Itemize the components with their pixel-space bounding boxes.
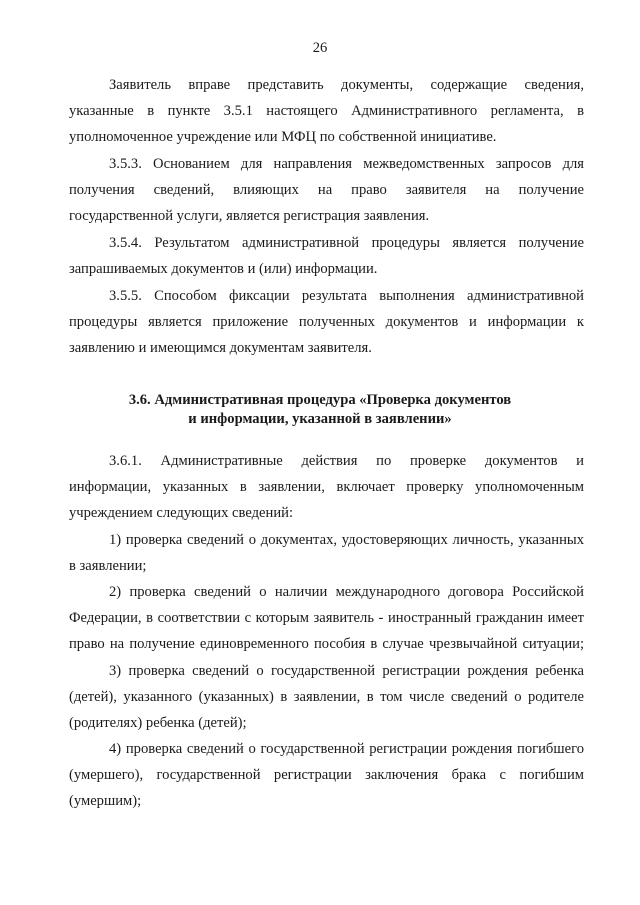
text-line: в заявлении; bbox=[69, 558, 147, 574]
text-line: заявлению и имеющимся документам заявителя. bbox=[69, 340, 372, 356]
text-line: (детей), указанного (указанных) в заявлении, в том числе сведений о родителе bbox=[69, 689, 584, 705]
section-heading-line: 3.6. Административная процедура «Проверка документов bbox=[128, 392, 512, 408]
text-line: учреждением следующих сведений: bbox=[69, 505, 293, 521]
text-line: 4) проверка сведений о государственной регистрации рождения погибшего bbox=[109, 741, 584, 757]
text-line: получения сведений, влияющих на право заявителя на получение bbox=[69, 182, 584, 198]
text-line: уполномоченное учреждение или МФЦ по собственной инициативе. bbox=[69, 129, 497, 145]
text-line: (умершего), государственной регистрации заключения брака с погибшим bbox=[69, 767, 584, 783]
text-line: запрашиваемых документов и (или) информации. bbox=[69, 261, 378, 277]
text-line: Федерации, в соответствии с которым заявитель - иностранный гражданин имеет bbox=[69, 610, 584, 626]
text-line: 3.5.4. Результатом административной процедуры является получение bbox=[109, 235, 584, 251]
text-line: 3.5.3. Основанием для направления межведомственных запросов для bbox=[109, 156, 584, 172]
text-line: Заявитель вправе представить документы, содержащие сведения, bbox=[109, 77, 584, 93]
text-line: государственной услуги, является регистрация заявления. bbox=[69, 208, 430, 224]
text-line: 1) проверка сведений о документах, удостоверяющих личность, указанных bbox=[109, 532, 584, 548]
text-line: (родителях) ребенка (детей); bbox=[69, 715, 247, 731]
text-line: 3) проверка сведений о государственной регистрации рождения ребенка bbox=[109, 663, 584, 679]
text-line: указанные в пункте 3.5.1 настоящего Административного регламента, в bbox=[69, 103, 584, 119]
page-number: 26 bbox=[312, 40, 328, 56]
text-line: 2) проверка сведений о наличии международного договора Российской bbox=[109, 584, 584, 600]
text-line: 3.6.1. Административные действия по проверке документов и bbox=[109, 453, 584, 469]
text-line: (умершим); bbox=[69, 793, 142, 809]
text-line: процедуры является приложение полученных документов и информации к bbox=[69, 314, 584, 330]
text-line: информации, указанных в заявлении, включает проверку уполномоченным bbox=[69, 479, 584, 495]
text-line: право на получение единовременного пособия в случае чрезвычайной ситуации; bbox=[69, 636, 584, 652]
section-heading-line: и информации, указанной в заявлении» bbox=[188, 411, 452, 427]
text-line: 3.5.5. Способом фиксации результата выполнения административной bbox=[109, 288, 584, 304]
